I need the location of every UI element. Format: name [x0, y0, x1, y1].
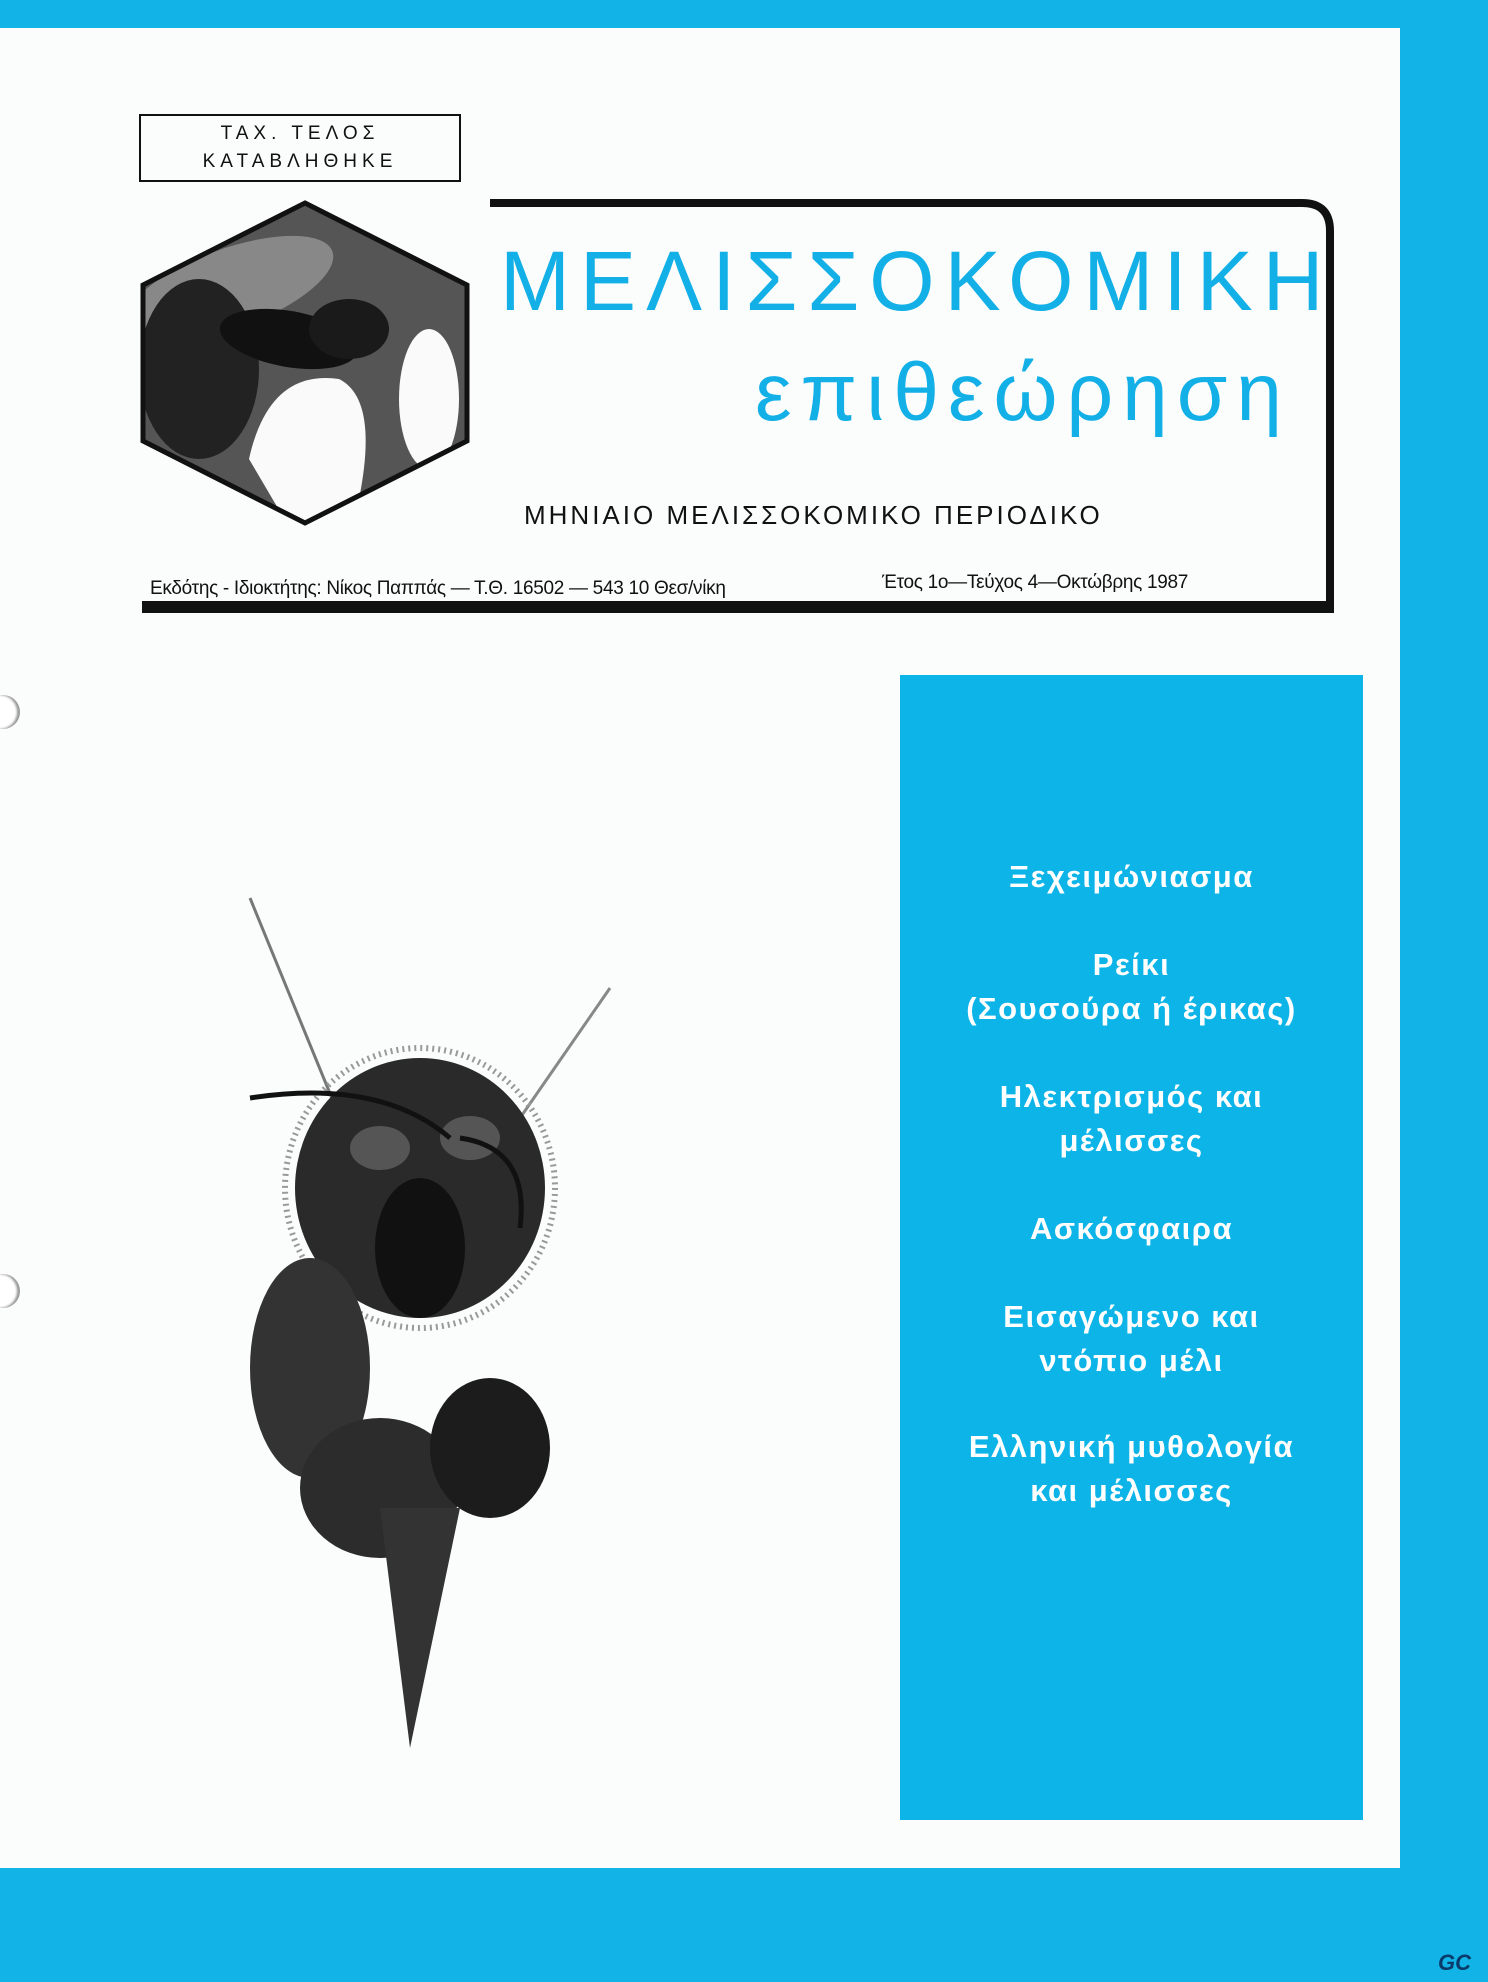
- magazine-cover: [0, 28, 1400, 1868]
- watermark-logo: GC: [1438, 1950, 1471, 1975]
- publisher-info: Εκδότης - Ιδιοκτήτης: Νίκος Παππάς — Τ.Θ. 16502 — 543 10 Θεσ/νίκη: [150, 578, 726, 599]
- stamp-line-1: ΤΑΧ. ΤΕΛΟΣ: [220, 123, 380, 144]
- issue-info: Έτος 1ο—Τεύχος 4—Οκτώβρης 1987: [882, 572, 1189, 593]
- stamp-line-2: ΚΑΤΑΒΛΗΘΗΚΕ: [202, 151, 398, 172]
- contents-item: Ξεχειμώνιασμα: [1009, 859, 1254, 894]
- tagline: ΜΗΝΙΑΙΟ ΜΕΛΙΣΣΟΚΟΜΙΚΟ ΠΕΡΙΟΔΙΚΟ: [524, 500, 1103, 530]
- contents-panel: [900, 675, 1363, 1820]
- magazine-title: ΜΕΛΙΣΣΟΚΟΜΙΚΗ: [500, 234, 1334, 328]
- contents-item: Εισαγώμενο και ντόπιο μέλι: [1003, 1299, 1260, 1378]
- postage-paid-stamp: [139, 114, 461, 182]
- contents-item: Ηλεκτρισμός και μέλισσες: [999, 1079, 1264, 1158]
- contents-item: Ρείκι (Σουσούρα ή έρικας): [966, 947, 1297, 1026]
- contents-item: Ασκόσφαιρα: [1029, 1211, 1234, 1246]
- punch-hole: [0, 1274, 20, 1308]
- bee-illustration: [230, 888, 630, 1748]
- punch-hole: [0, 695, 20, 729]
- magazine-subtitle: επιθεώρηση: [755, 347, 1291, 438]
- contents-item: Ελληνική μυθολογία και μέλισσες: [968, 1429, 1295, 1508]
